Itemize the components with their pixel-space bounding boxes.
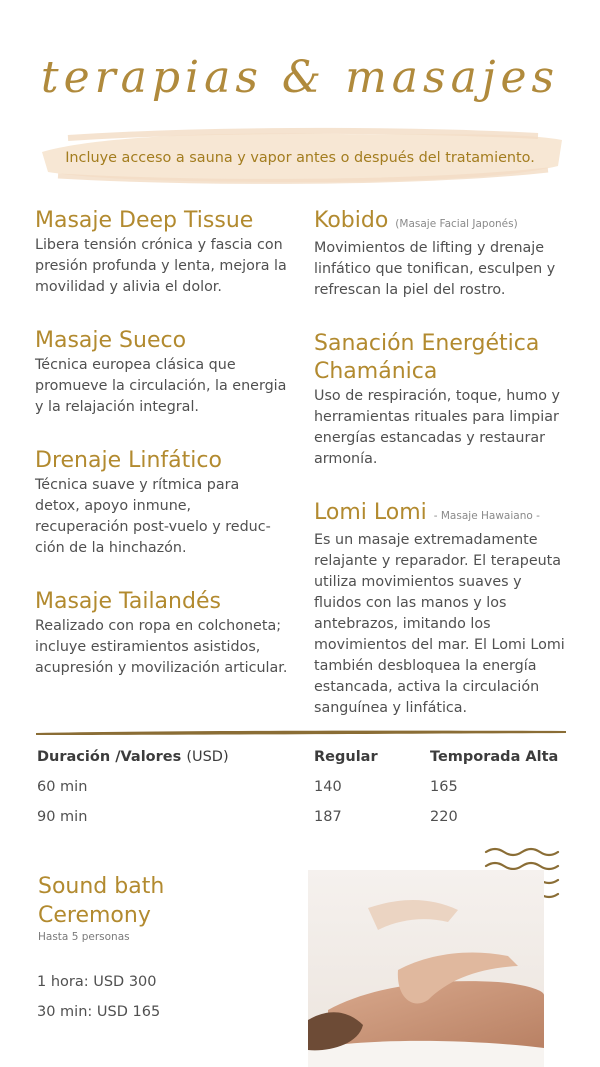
price-high-season: 220 [430, 809, 458, 825]
price-duration: 90 min [37, 809, 88, 825]
sound-bath-note: Hasta 5 personas [38, 931, 130, 943]
treatments-right-column [314, 207, 572, 719]
price-regular: 187 [314, 809, 342, 825]
price-duration: 60 min [37, 779, 88, 795]
sound-bath-price-1: 1 hora: USD 300 [37, 974, 157, 990]
treatment-description: Técnica europea clásica que promueve la circulación, la energia y la relajación integral. [35, 357, 287, 415]
treatment-note: (Masaje Facial Japonés) [395, 218, 518, 230]
treatment-description: Uso de respiración, toque, humo y herramientas rituales para limpiar energías estancadas y restaurar armonía. [314, 388, 561, 467]
gold-brush-divider [36, 728, 566, 738]
treatment-deep-tissue [35, 207, 297, 298]
sound-bath-price-2: 30 min: USD 165 [37, 1004, 161, 1020]
subtitle: Incluye acceso a sauna y vapor antes o después del tratamiento. [65, 150, 535, 166]
treatment-description: Realizado con ropa en colchoneta; incluye estiramientos asistidos, acupresión y movilización articular. [35, 618, 288, 676]
treatment-lomi-lomi [314, 499, 572, 719]
price-header-regular: Regular [314, 749, 378, 765]
treatment-description: Es un masaje extremadamente relajante y reparador. El terapeuta utiliza movimientos suaves y fluidos con las manos y los antebrazos, imitando los movimientos del mar. El Lomi Lomi también desbloquea la energía estancada, activa la circulación sanguínea y linfática. [314, 532, 565, 716]
treatment-title: Masaje Deep Tissue [35, 208, 254, 233]
page-title: terapias & masajes [40, 52, 560, 103]
treatment-title: Lomi Lomi [314, 500, 427, 525]
treatment-title: Masaje Tailandés [35, 589, 221, 614]
treatment-sueco [35, 327, 297, 418]
treatment-title: Masaje Sueco [35, 328, 187, 353]
massage-photo [308, 870, 544, 1067]
treatment-description: Técnica suave y rítmica para detox, apoyo inmune, recuperación post-vuelo y reduc- ción de la hinchazón. [35, 477, 271, 556]
treatment-title: Kobido [314, 208, 389, 233]
sound-bath-title: Sound bath Ceremony [38, 874, 165, 928]
treatment-drenaje [35, 447, 297, 559]
price-high-season: 165 [430, 779, 458, 795]
price-header-unit: (USD) [186, 749, 229, 765]
treatment-chamanica [314, 330, 572, 470]
price-header-high-season: Temporada Alta [430, 749, 559, 765]
treatment-kobido [314, 207, 572, 301]
treatment-description: Libera tensión crónica y fascia con presión profunda y lenta, mejora la movilidad y alivia el dolor. [35, 237, 287, 295]
treatment-description: Movimientos de lifting y drenaje linfático que tonifican, esculpen y refrescan la piel del rostro. [314, 240, 556, 298]
treatment-tailandes [35, 588, 297, 679]
treatments-left-column [35, 207, 297, 679]
treatment-note: - Masaje Hawaiano - [433, 510, 540, 522]
treatment-title: Drenaje Linfático [35, 448, 222, 473]
price-regular: 140 [314, 779, 342, 795]
price-header-duration: Duración /Valores (USD) [37, 749, 229, 765]
treatment-title: Sanación Energética Chamánica [314, 331, 540, 384]
